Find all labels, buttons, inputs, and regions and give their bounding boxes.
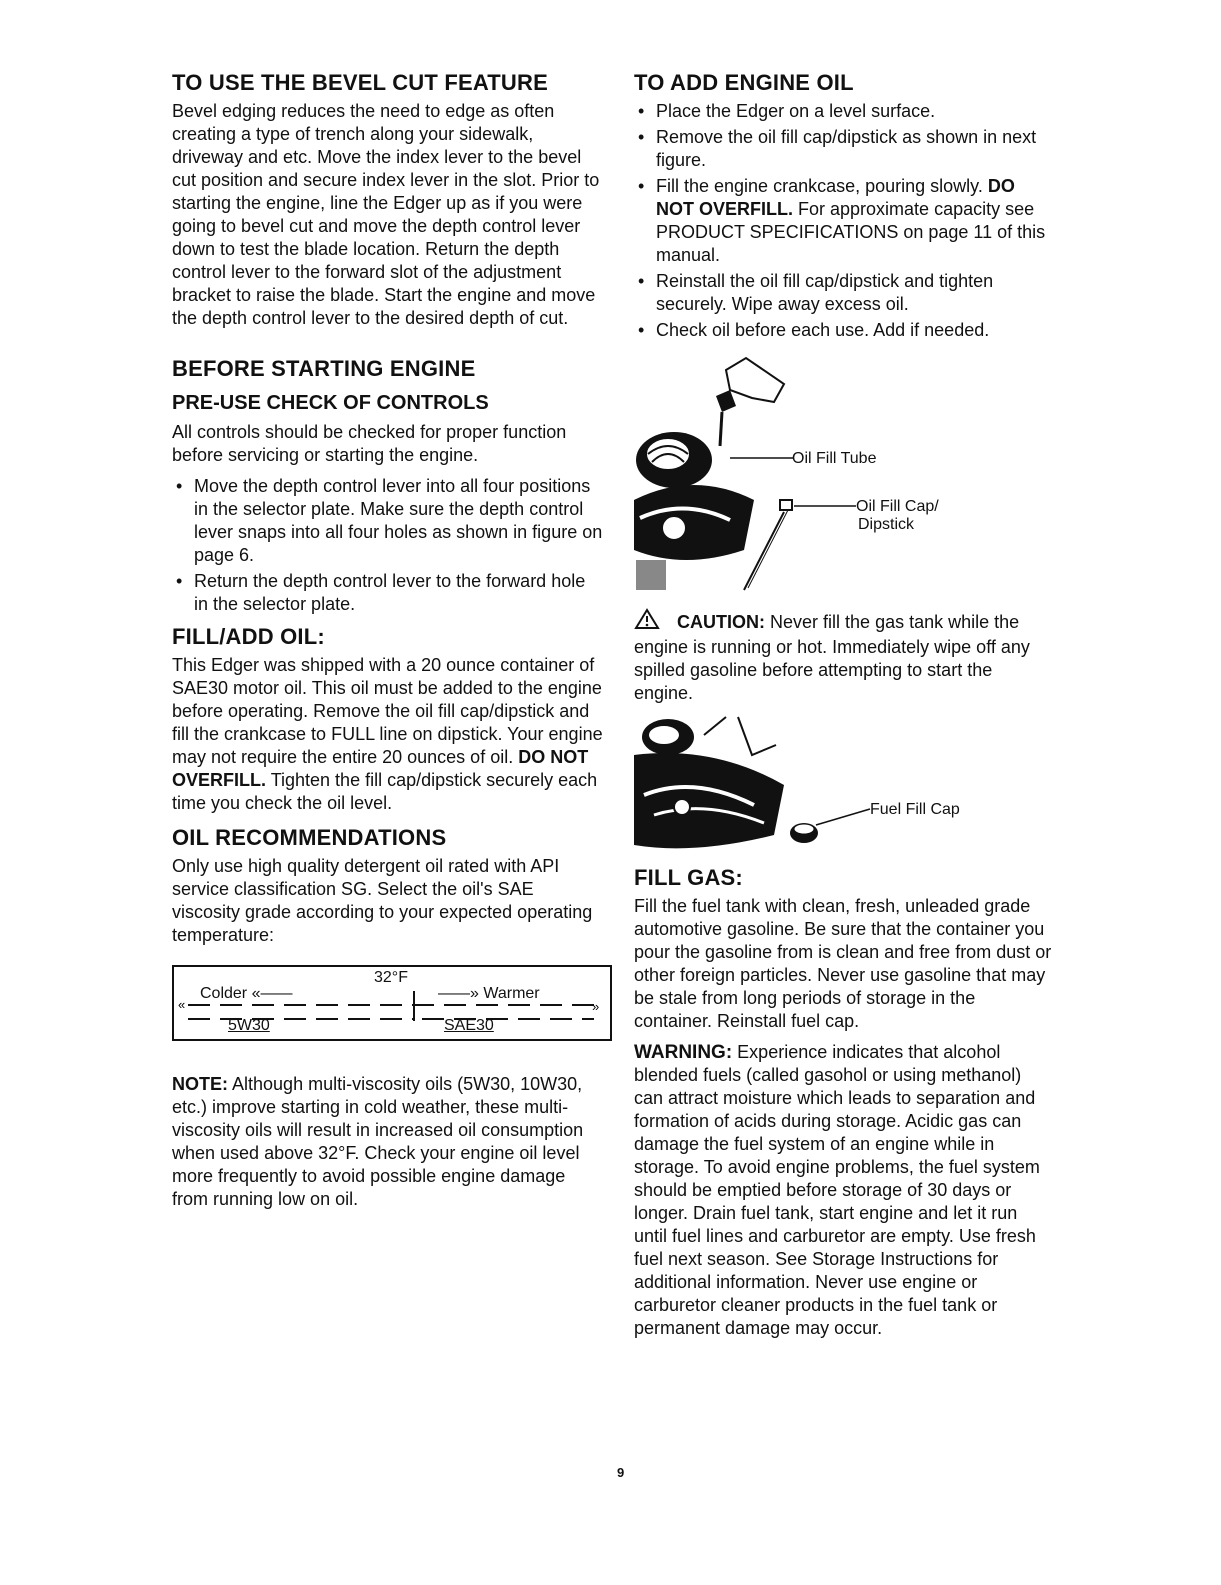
note-text: Although multi-viscosity oils (5W30, 10W30, etc.) improve starting in cold weather, these multi-viscosity oils will result in increased oil consumption when used above 32°F. Check your engine oil level more frequently to avoid possible engine damage from running low on oil. bbox=[172, 1074, 584, 1209]
list-item: • Remove the oil fill cap/dipstick as shown in next figure. bbox=[634, 126, 1054, 172]
fuel-fill-cap-label: Fuel Fill Cap bbox=[870, 801, 960, 818]
fuel-cap-figure bbox=[634, 715, 1054, 855]
oil-recommendations-heading: OIL RECOMMENDATIONS bbox=[172, 825, 447, 850]
list-item: • Move the depth control lever into all four positions in the selector plate. Make sure the depth control lever snaps into all four holes as shown in figure on page 6. bbox=[172, 475, 604, 567]
caution-icon bbox=[634, 608, 662, 636]
list-item-text: For approximate capacity see PRODUCT SPECIFICATIONS on page 11 of this manual. bbox=[656, 199, 1046, 265]
preuse-heading: PRE-USE CHECK OF CONTROLS bbox=[172, 392, 489, 414]
fill-gas-paragraph: Fill the fuel tank with clean, fresh, unleaded grade automotive gasoline. Be sure that the container you pour the gasoline from is clean and free from dust or other foreign particles. Never use gasoline that may be stale from long periods of storage in the container. Reinstall fuel cap. bbox=[634, 896, 1052, 1031]
svg-text:»: » bbox=[592, 999, 600, 1014]
bevel-paragraph: Bevel edging reduces the need to edge as often creating a type of trench along your sidewalk, driveway and etc. Move the index lever to the bevel cut position and secure index lever in the slot. Prior to starting the engine, line the Edger up as if you were going to bevel cut and move the depth control lever down to test the blade location. Return the depth control lever to the forward slot of the adjustment bracket to raise the blade. Start the engine and move the depth control lever to the desired depth of cut. bbox=[172, 101, 600, 328]
note-paragraph bbox=[172, 1073, 604, 1211]
page-number: 9 bbox=[617, 1465, 625, 1480]
list-item bbox=[634, 175, 1054, 267]
add-oil-list bbox=[634, 100, 1054, 342]
list-item: • Reinstall the oil fill cap/dipstick and tighten securely. Wipe away excess oil. bbox=[634, 270, 1054, 316]
caution-paragraph bbox=[634, 608, 1054, 705]
caution-label: CAUTION: bbox=[677, 612, 766, 632]
before-starting-heading: BEFORE STARTING ENGINE bbox=[172, 356, 476, 381]
filladd-text-b: Tighten the fill cap/dipstick securely each time you check the oil level. bbox=[172, 770, 598, 813]
caution-text: Never fill the gas tank while the engine is running or hot. Immediately wipe off any spilled gasoline before attempting to start the engine. bbox=[634, 612, 1030, 703]
list-item-text: Fill the engine crankcase, pouring slowly. bbox=[656, 176, 983, 196]
right-grade-label: SAE30 bbox=[444, 1017, 494, 1034]
dipstick-label: Dipstick bbox=[858, 516, 915, 533]
overfill-warning: DO NOT OVERFILL. bbox=[656, 176, 1015, 219]
right-column bbox=[634, 70, 1054, 1348]
list-item: • Check oil before each use. Add if needed. bbox=[634, 319, 1054, 342]
filladd-warning: DO NOT OVERFILL. bbox=[172, 747, 589, 790]
svg-text:«: « bbox=[178, 997, 186, 1012]
colder-label: Colder «—— bbox=[200, 985, 293, 1002]
engine-oil-fill-illustration bbox=[634, 350, 1054, 600]
note-label: NOTE: bbox=[172, 1074, 228, 1094]
filladd-paragraph bbox=[172, 654, 604, 815]
oil-viscosity-table bbox=[172, 965, 612, 1041]
oil-recommendations-paragraph: Only use high quality detergent oil rated with API service classification SG. Select the oil's SAE viscosity grade according to your expected operating temperature: bbox=[172, 856, 593, 945]
preuse-paragraph: All controls should be checked for proper function before servicing or starting the engine. bbox=[172, 422, 567, 465]
oil-fill-tube-label: Oil Fill Tube bbox=[792, 450, 877, 467]
engine-fuel-cap-illustration bbox=[634, 715, 1054, 855]
warning-label: WARNING: bbox=[634, 1042, 733, 1063]
warning-text: Experience indicates that alcohol blended fuels (called gasohol or using methanol) can attract moisture which leads to separation and formation of acids during storage. Acidic gas can damage the fuel system of an engine while in storage. To avoid engine problems, the fuel system should be emptied before storage of 30 days or longer. Drain fuel tank, start engine and let it run until fuel lines and carburetor are empty. Use fresh fuel next season. See Storage Instructions for additional information. Never use engine or carburetor cleaner products in the fuel tank or permanent damage may occur. bbox=[634, 1042, 1040, 1338]
add-oil-heading: TO ADD ENGINE OIL bbox=[634, 70, 854, 95]
warning-paragraph bbox=[634, 1041, 1054, 1340]
filladd-heading: FILL/ADD OIL: bbox=[172, 624, 325, 649]
preuse-list bbox=[172, 475, 604, 616]
warmer-label: ——» Warmer bbox=[438, 985, 540, 1002]
left-column bbox=[172, 70, 604, 1219]
list-item: • Return the depth control lever to the forward hole in the selector plate. bbox=[172, 570, 604, 616]
left-grade-label: 5W30 bbox=[228, 1017, 270, 1034]
list-item: • Place the Edger on a level surface. bbox=[634, 100, 1054, 123]
oil-fill-figure bbox=[634, 350, 1054, 600]
fill-gas-heading: FILL GAS: bbox=[634, 865, 743, 890]
oil-fill-cap-label: Oil Fill Cap/ bbox=[856, 498, 939, 515]
bevel-heading: TO USE THE BEVEL CUT FEATURE bbox=[172, 70, 548, 95]
temperature-label: 32°F bbox=[374, 969, 408, 986]
filladd-text-a: This Edger was shipped with a 20 ounce container of SAE30 motor oil. This oil must be added to the engine before operating. Remove the oil fill cap/dipstick and fill the crankcase to FULL line on dipstick. Your engine may not require the entire 20 ounces of oil. bbox=[172, 655, 603, 767]
